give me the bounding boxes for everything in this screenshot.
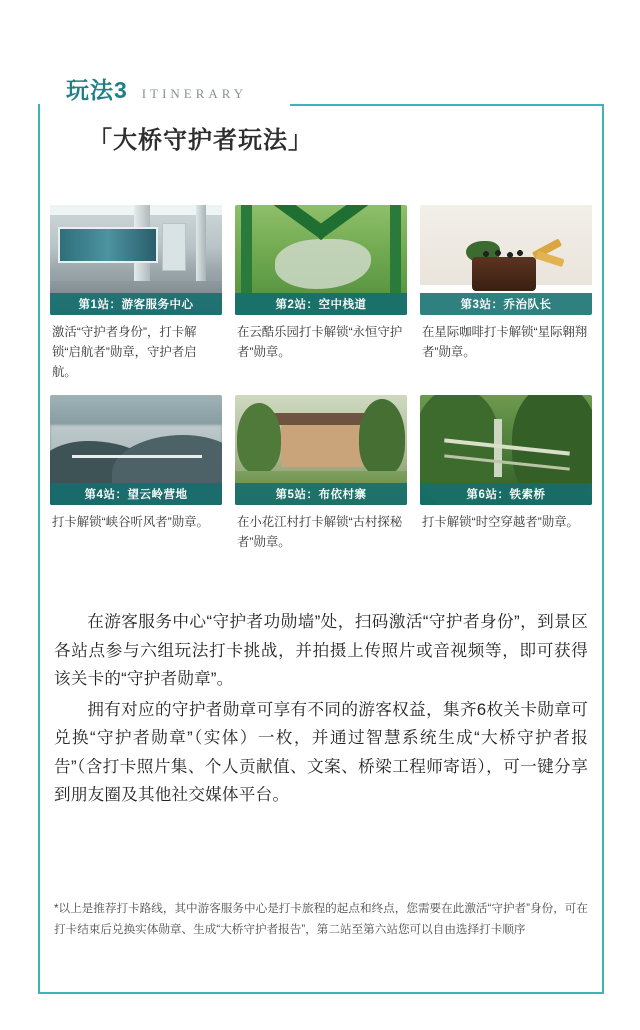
frame-line-left bbox=[38, 104, 40, 994]
station-caption: 第6站：铁索桥 bbox=[420, 483, 592, 505]
station-card[interactable] bbox=[420, 205, 592, 382]
station-description: 在小花江村打卡解锁“古村探秘者”勋章。 bbox=[237, 515, 403, 550]
station-description: 打卡解锁“峡谷听风者”勋章。 bbox=[52, 515, 209, 530]
footnote: *以上是推荐打卡路线，其中游客服务中心是打卡旅程的起点和终点，您需要在此激活“守护者”身份，可在打卡结束后兑换实体勋章、生成“大桥守护者报告”，第二站至第六站您可以自由选择打卡顺序 bbox=[54, 902, 588, 937]
station-description: 在星际咖啡打卡解锁“星际翱翔者”勋章。 bbox=[422, 325, 588, 360]
body-copy bbox=[54, 608, 588, 812]
station-card[interactable] bbox=[50, 395, 222, 552]
station-photo-3 bbox=[420, 205, 592, 315]
station-photo-1 bbox=[50, 205, 222, 315]
station-photo-5 bbox=[235, 395, 407, 505]
station-description: 在云酷乐园打卡解锁“永恒守护者”勋章。 bbox=[237, 325, 403, 360]
body-paragraph-2: 拥有对应的守护者勋章可享有不同的游客权益，集齐6枚关卡勋章可兑换“守护者勋章”（实体）一枚，并通过智慧系统生成“大桥守护者报告”（含打卡照片集、个人贡献值、文案、桥梁工程师寄语），可一键分享到朋友圈及其他社交媒体平台。 bbox=[54, 699, 588, 805]
station-description: 激活“守护者身份”，打卡解锁“启航者”勋章，守护者启航。 bbox=[52, 325, 197, 380]
station-caption: 第5站：布依村寨 bbox=[235, 483, 407, 505]
station-photo-4 bbox=[50, 395, 222, 505]
station-description: 打卡解锁“时空穿越者”勋章。 bbox=[422, 515, 579, 530]
page-header bbox=[66, 72, 247, 105]
station-photo-6 bbox=[420, 395, 592, 505]
station-card[interactable] bbox=[235, 205, 407, 382]
station-caption: 第1站：游客服务中心 bbox=[50, 293, 222, 315]
station-photo-2 bbox=[235, 205, 407, 315]
station-caption: 第2站：空中栈道 bbox=[235, 293, 407, 315]
station-grid bbox=[50, 205, 592, 552]
page-title: 玩法3 bbox=[66, 77, 128, 103]
station-card[interactable] bbox=[420, 395, 592, 552]
station-caption: 第4站：望云岭营地 bbox=[50, 483, 222, 505]
station-card[interactable] bbox=[50, 205, 222, 382]
station-card[interactable] bbox=[235, 395, 407, 552]
frame-line-top bbox=[290, 104, 604, 106]
station-caption: 第3站：乔治队长 bbox=[420, 293, 592, 315]
frame-line-right bbox=[602, 104, 604, 994]
page-title-english: ITINERARY bbox=[141, 86, 248, 101]
body-paragraph-1: 在游客服务中心“守护者功勋墙”处，扫码激活“守护者身份”，到景区各站点参与六组玩法打卡挑战，并拍摄上传照片或音视频等，即可获得该关卡的“守护者勋章”。 bbox=[54, 612, 588, 689]
section-title: 「大桥守护者玩法」 bbox=[88, 127, 313, 154]
frame-line-bottom bbox=[38, 992, 604, 994]
